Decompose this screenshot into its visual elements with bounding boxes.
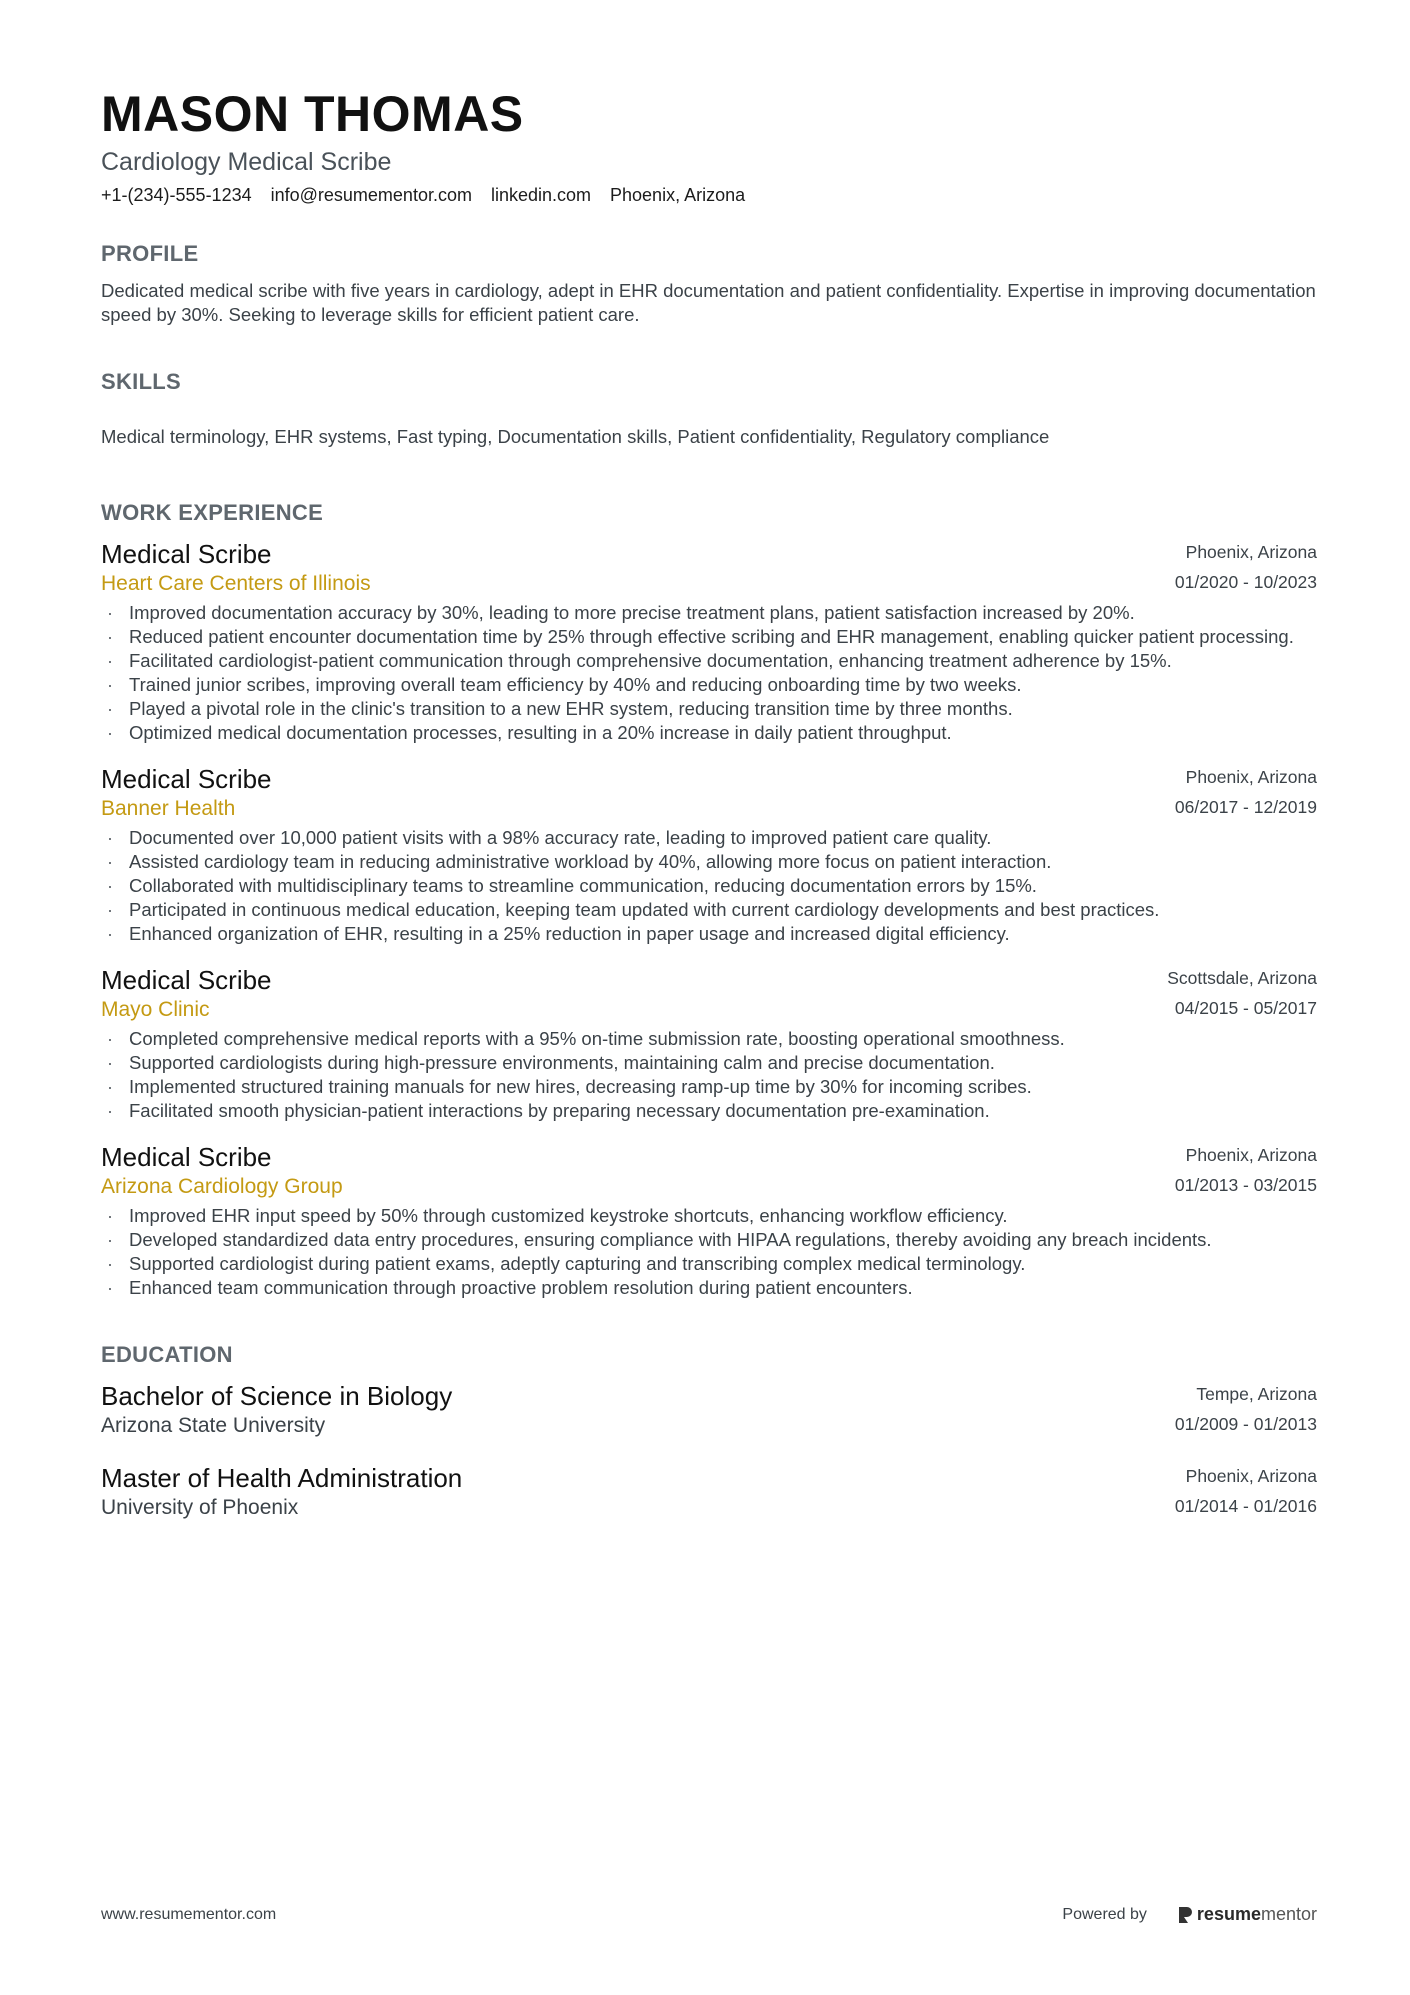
education-dates: 01/2014 - 01/2016	[1174, 1496, 1317, 1516]
contact-info	[101, 183, 1317, 207]
list-item: · Trained junior scribes, improving overall team efficiency by 40% and reducing onboarding time by two weeks.	[101, 673, 1317, 697]
list-item: · Supported cardiologist during patient exams, adeptly capturing and transcribing complex medical terminology.	[101, 1252, 1317, 1276]
job-location: Phoenix, Arizona	[1185, 542, 1317, 562]
contact-email[interactable]: info@resumementor.com	[270, 185, 472, 205]
powered-by-label: Powered by	[1062, 1905, 1147, 1923]
education-location: Phoenix, Arizona	[1185, 1466, 1317, 1486]
job-location: Phoenix, Arizona	[1185, 1145, 1317, 1165]
list-item: · Developed standardized data entry procedures, ensuring compliance with HIPAA regulations, thereby avoiding any breach incidents.	[101, 1228, 1317, 1252]
section-heading: WORK EXPERIENCE	[101, 500, 324, 525]
section-heading: PROFILE	[101, 241, 199, 266]
skills-text: Medical terminology, EHR systems, Fast typing, Documentation skills, Patient confidentiality, Regulatory compliance	[101, 426, 1050, 447]
job-dates: 06/2017 - 12/2019	[1174, 797, 1317, 817]
brand-name-strong: resume	[1196, 1904, 1261, 1924]
job-dates: 01/2020 - 10/2023	[1174, 572, 1317, 592]
job-role: Medical Scribe	[101, 764, 272, 794]
list-item: · Completed comprehensive medical reports with a 95% on-time submission rate, boosting operational smoothness.	[101, 1027, 1317, 1051]
list-item: · Facilitated smooth physician-patient interactions by preparing necessary documentation pre-examination.	[101, 1099, 1317, 1123]
job-location: Scottsdale, Arizona	[1167, 968, 1317, 988]
education-entry	[101, 1380, 1317, 1440]
list-item: · Facilitated cardiologist-patient communication through comprehensive documentation, enhancing treatment adherence by 15%.	[101, 649, 1317, 673]
resume-header	[101, 84, 1317, 207]
list-item: · Supported cardiologists during high-pressure environments, maintaining calm and precise documentation.	[101, 1051, 1317, 1075]
job-bullets	[101, 826, 1317, 946]
job-company: Arizona Cardiology Group	[101, 1175, 343, 1198]
job-role: Medical Scribe	[101, 539, 272, 569]
education-entry	[101, 1462, 1317, 1522]
job-entry	[101, 1141, 1317, 1300]
list-item: · Implemented structured training manuals for new hires, decreasing ramp-up time by 30% for incoming scribes.	[101, 1075, 1317, 1099]
contact-linkedin[interactable]: linkedin.com	[490, 185, 592, 205]
job-entry	[101, 763, 1317, 946]
list-item: · Reduced patient encounter documentation time by 25% through effective scribing and EHR management, enabling quicker patient processing.	[101, 625, 1317, 649]
job-bullets	[101, 1204, 1317, 1300]
job-entry	[101, 538, 1317, 745]
page-footer	[101, 1904, 1317, 1925]
school: University of Phoenix	[101, 1496, 299, 1519]
list-item: · Optimized medical documentation processes, resulting in a 20% increase in daily patient throughput.	[101, 721, 1317, 745]
education-section	[101, 1340, 1317, 1522]
job-bullets	[101, 1027, 1317, 1123]
job-company: Heart Care Centers of Illinois	[101, 572, 371, 595]
candidate-title: Cardiology Medical Scribe	[101, 148, 392, 176]
education-dates: 01/2009 - 01/2013	[1174, 1414, 1317, 1434]
education-location: Tempe, Arizona	[1196, 1384, 1317, 1404]
brand-logo[interactable]	[1177, 1904, 1317, 1925]
resumementor-logo-icon	[1177, 1906, 1193, 1924]
job-dates: 04/2015 - 05/2017	[1174, 998, 1317, 1018]
section-heading: SKILLS	[101, 369, 182, 394]
degree: Bachelor of Science in Biology	[101, 1381, 453, 1411]
list-item: · Played a pivotal role in the clinic's transition to a new EHR system, reducing transition time by three months.	[101, 697, 1317, 721]
job-role: Medical Scribe	[101, 965, 272, 995]
experience-section	[101, 498, 1317, 1300]
job-bullets	[101, 601, 1317, 745]
profile-section	[101, 239, 1317, 327]
job-role: Medical Scribe	[101, 1142, 272, 1172]
profile-text: Dedicated medical scribe with five years in cardiology, adept in EHR documentation and patient confidentiality. Expertise in improving documentation speed by 30%. Seeking to leverage skills for efficient patient care.	[101, 280, 1316, 325]
list-item: · Documented over 10,000 patient visits with a 98% accuracy rate, leading to improved patient care quality.	[101, 826, 1317, 850]
job-company: Banner Health	[101, 797, 236, 820]
list-item: · Assisted cardiology team in reducing administrative workload by 40%, allowing more focus on patient interaction.	[101, 850, 1317, 874]
list-item: · Collaborated with multidisciplinary teams to streamline communication, reducing documentation errors by 15%.	[101, 874, 1317, 898]
resume-content	[101, 84, 1317, 1522]
candidate-name: MASON THOMAS	[101, 86, 524, 142]
job-location: Phoenix, Arizona	[1185, 767, 1317, 787]
brand-name-light: mentor	[1260, 1904, 1317, 1924]
list-item: · Participated in continuous medical education, keeping team updated with current cardiology developments and best practices.	[101, 898, 1317, 922]
section-heading: EDUCATION	[101, 1342, 233, 1367]
degree: Master of Health Administration	[101, 1463, 463, 1493]
job-entry	[101, 964, 1317, 1123]
contact-phone: +1-(234)-555-1234	[101, 185, 252, 205]
job-dates: 01/2013 - 03/2015	[1174, 1175, 1317, 1195]
list-item: · Improved documentation accuracy by 30%, leading to more precise treatment plans, patient satisfaction increased by 20%.	[101, 601, 1317, 625]
school: Arizona State University	[101, 1414, 326, 1437]
contact-location: Phoenix, Arizona	[610, 185, 746, 205]
list-item: · Enhanced organization of EHR, resulting in a 25% reduction in paper usage and increased digital efficiency.	[101, 922, 1317, 946]
skills-section	[101, 367, 1317, 449]
list-item: · Enhanced team communication through proactive problem resolution during patient encounters.	[101, 1276, 1317, 1300]
footer-url[interactable]: www.resumementor.com	[101, 1905, 277, 1923]
job-company: Mayo Clinic	[101, 998, 210, 1021]
list-item: · Improved EHR input speed by 50% through customized keystroke shortcuts, enhancing workflow efficiency.	[101, 1204, 1317, 1228]
